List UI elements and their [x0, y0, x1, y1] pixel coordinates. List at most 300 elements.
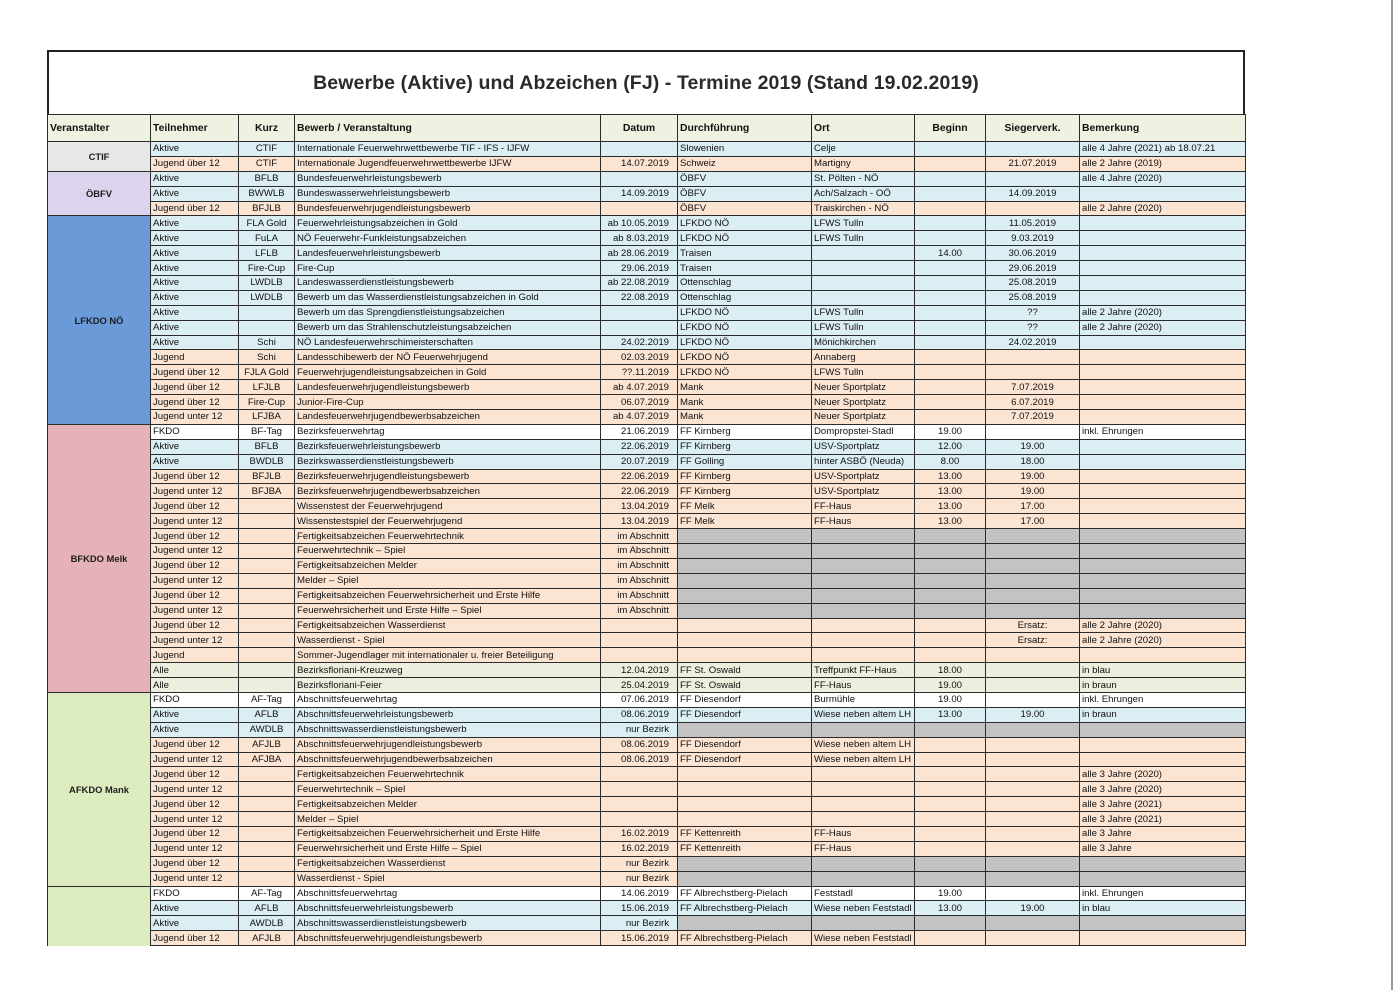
schedule-body [48, 142, 1246, 946]
siegerverk-cell: 7.07.2019 [986, 410, 1080, 425]
ort-cell [812, 797, 915, 812]
durchfuehrung-cell: LFKDO NÖ [678, 335, 812, 350]
datum-cell [601, 633, 678, 648]
durchfuehrung-cell [678, 648, 812, 663]
datum-cell: ab 4.07.2019 [601, 380, 678, 395]
kurz-cell: FLA Gold [239, 216, 295, 231]
datum-cell: 14.07.2019 [601, 156, 678, 171]
datum-cell: im Abschnitt [601, 573, 678, 588]
bewerb-cell: Wissenstest der Feuerwehrjugend [295, 499, 601, 514]
siegerverk-cell [986, 826, 1080, 841]
kurz-cell [239, 648, 295, 663]
durchfuehrung-cell: LFKDO NÖ [678, 231, 812, 246]
beginn-cell [915, 767, 986, 782]
durchfuehrung-cell [678, 916, 812, 931]
bewerb-cell: Landesfeuerwehrjugendleistungsbewerb [295, 380, 601, 395]
header-kurz: Kurz [239, 115, 295, 142]
table-row [48, 886, 1246, 901]
kurz-cell: LFJBA [239, 410, 295, 425]
teilnehmer-cell: Jugend über 12 [151, 395, 239, 410]
kurz-cell: BF-Tag [239, 424, 295, 439]
table-row [48, 439, 1246, 454]
kurz-cell [239, 678, 295, 693]
bemerkung-cell [1080, 484, 1246, 499]
ort-cell: LFWS Tulln [812, 365, 915, 380]
header-beginn: Beginn [915, 115, 986, 142]
siegerverk-cell: 24.02.2019 [986, 335, 1080, 350]
datum-cell: ab 8.03.2019 [601, 231, 678, 246]
bewerb-cell: Junior-Fire-Cup [295, 395, 601, 410]
table-row [48, 558, 1246, 573]
durchfuehrung-cell: Slowenien [678, 142, 812, 157]
beginn-cell: 19.00 [915, 678, 986, 693]
datum-cell: ab 28.06.2019 [601, 246, 678, 261]
header-teilnehmer: Teilnehmer [151, 115, 239, 142]
bewerb-cell: Fertigkeitsabzeichen Feuerwehrsicherheit und Erste Hilfe [295, 588, 601, 603]
durchfuehrung-cell: Ottenschlag [678, 276, 812, 291]
beginn-cell [915, 797, 986, 812]
ort-cell: FF-Haus [812, 514, 915, 529]
veranstalter-cell: LFKDO NÖ [48, 216, 151, 424]
durchfuehrung-cell: LFKDO NÖ [678, 320, 812, 335]
datum-cell: 14.09.2019 [601, 186, 678, 201]
bemerkung-cell [1080, 186, 1246, 201]
durchfuehrung-cell: FF Kirnberg [678, 469, 812, 484]
schedule-sheet [47, 50, 1245, 946]
teilnehmer-cell: Aktive [151, 186, 239, 201]
datum-cell: ab 22.08.2019 [601, 276, 678, 291]
siegerverk-cell [986, 916, 1080, 931]
teilnehmer-cell: Jugend unter 12 [151, 484, 239, 499]
durchfuehrung-cell: FF Kirnberg [678, 484, 812, 499]
table-row [48, 812, 1246, 827]
siegerverk-cell [986, 663, 1080, 678]
datum-cell: nur Bezirk [601, 916, 678, 931]
bewerb-cell: Fertigkeitsabzeichen Wasserdienst [295, 856, 601, 871]
kurz-cell [239, 871, 295, 886]
kurz-cell: AFJLB [239, 931, 295, 946]
bewerb-cell: Bezirksfeuerwehrjugendleistungsbewerb [295, 469, 601, 484]
kurz-cell: Fire-Cup [239, 261, 295, 276]
beginn-cell [915, 142, 986, 157]
kurz-cell: AFJBA [239, 752, 295, 767]
bewerb-cell: NÖ Landesfeuerwehrschimeisterschaften [295, 335, 601, 350]
ort-cell: USV-Sportplatz [812, 469, 915, 484]
beginn-cell [915, 261, 986, 276]
teilnehmer-cell: Jugend unter 12 [151, 573, 239, 588]
bemerkung-cell: alle 4 Jahre (2021) ab 18.07.21 [1080, 142, 1246, 157]
bewerb-cell: Abschnittsfeuerwehrleistungsbewerb [295, 707, 601, 722]
table-row [48, 678, 1246, 693]
datum-cell [601, 142, 678, 157]
table-row [48, 469, 1246, 484]
bewerb-cell: Internationale Jugendfeuerwehrwettbewerbe IJFW [295, 156, 601, 171]
datum-cell: ab 4.07.2019 [601, 410, 678, 425]
siegerverk-cell [986, 573, 1080, 588]
bewerb-cell: Landesfeuerwehrjugendbewerbsabzeichen [295, 410, 601, 425]
siegerverk-cell [986, 856, 1080, 871]
bemerkung-cell [1080, 871, 1246, 886]
table-row [48, 797, 1246, 812]
bemerkung-cell [1080, 276, 1246, 291]
durchfuehrung-cell [678, 856, 812, 871]
bewerb-cell: Bezirksfeuerwehrleistungsbewerb [295, 439, 601, 454]
bewerb-cell: NÖ Feuerwehr-Funkleistungsabzeichen [295, 231, 601, 246]
ort-cell [812, 290, 915, 305]
beginn-cell [915, 276, 986, 291]
beginn-cell [915, 186, 986, 201]
bemerkung-cell: alle 3 Jahre [1080, 841, 1246, 856]
kurz-cell [239, 797, 295, 812]
siegerverk-cell: 14.09.2019 [986, 186, 1080, 201]
ort-cell: FF-Haus [812, 678, 915, 693]
teilnehmer-cell: Alle [151, 678, 239, 693]
beginn-cell [915, 931, 986, 946]
durchfuehrung-cell [678, 618, 812, 633]
bemerkung-cell: alle 2 Jahre (2020) [1080, 305, 1246, 320]
table-row [48, 261, 1246, 276]
bewerb-cell: Fertigkeitsabzeichen Wasserdienst [295, 618, 601, 633]
siegerverk-cell [986, 544, 1080, 559]
beginn-cell: 19.00 [915, 692, 986, 707]
bewerb-cell: Feuerwehrleistungsabzeichen in Gold [295, 216, 601, 231]
table-row [48, 588, 1246, 603]
datum-cell: 15.06.2019 [601, 901, 678, 916]
bewerb-cell: Feuerwehrjugendleistungsabzeichen in Gold [295, 365, 601, 380]
bewerb-cell: Bezirksfeuerwehrtag [295, 424, 601, 439]
beginn-cell [915, 737, 986, 752]
kurz-cell: BFJLB [239, 201, 295, 216]
siegerverk-cell: 30.06.2019 [986, 246, 1080, 261]
siegerverk-cell: 7.07.2019 [986, 380, 1080, 395]
datum-cell: 08.06.2019 [601, 752, 678, 767]
teilnehmer-cell: Jugend unter 12 [151, 633, 239, 648]
siegerverk-cell [986, 797, 1080, 812]
veranstalter-cell: BFKDO Melk [48, 424, 151, 692]
kurz-cell: FuLA [239, 231, 295, 246]
datum-cell: 15.06.2019 [601, 931, 678, 946]
veranstalter-cell: AFKDO Mank [48, 692, 151, 886]
ort-cell [812, 276, 915, 291]
siegerverk-cell [986, 871, 1080, 886]
teilnehmer-cell: Jugend über 12 [151, 588, 239, 603]
teilnehmer-cell: Jugend über 12 [151, 737, 239, 752]
durchfuehrung-cell: LFKDO NÖ [678, 365, 812, 380]
teilnehmer-cell: Jugend über 12 [151, 529, 239, 544]
teilnehmer-cell: Aktive [151, 276, 239, 291]
datum-cell: 13.04.2019 [601, 514, 678, 529]
beginn-cell [915, 856, 986, 871]
kurz-cell: BWWLB [239, 186, 295, 201]
teilnehmer-cell: FKDO [151, 692, 239, 707]
siegerverk-cell: 17.00 [986, 514, 1080, 529]
ort-cell: Neuer Sportplatz [812, 395, 915, 410]
siegerverk-cell [986, 350, 1080, 365]
ort-cell [812, 633, 915, 648]
ort-cell: FF-Haus [812, 841, 915, 856]
teilnehmer-cell: Jugend über 12 [151, 156, 239, 171]
bewerb-cell: Wasserdienst - Spiel [295, 633, 601, 648]
durchfuehrung-cell [678, 603, 812, 618]
bewerb-cell: Bewerb um das Sprengdienstleistungsabzeichen [295, 305, 601, 320]
teilnehmer-cell: Aktive [151, 707, 239, 722]
datum-cell [601, 648, 678, 663]
kurz-cell [239, 558, 295, 573]
bemerkung-cell [1080, 469, 1246, 484]
durchfuehrung-cell [678, 812, 812, 827]
ort-cell: LFWS Tulln [812, 320, 915, 335]
teilnehmer-cell: Aktive [151, 722, 239, 737]
beginn-cell [915, 290, 986, 305]
bewerb-cell: Landeswasserdienstleistungsbewerb [295, 276, 601, 291]
beginn-cell [915, 648, 986, 663]
kurz-cell [239, 841, 295, 856]
datum-cell [601, 305, 678, 320]
durchfuehrung-cell: LFKDO NÖ [678, 216, 812, 231]
kurz-cell: CTIF [239, 156, 295, 171]
table-row [48, 380, 1246, 395]
schedule-table [47, 114, 1246, 946]
durchfuehrung-cell [678, 573, 812, 588]
beginn-cell [915, 871, 986, 886]
kurz-cell [239, 618, 295, 633]
beginn-cell: 19.00 [915, 886, 986, 901]
bemerkung-cell [1080, 216, 1246, 231]
bewerb-cell: Bezirksfloriani-Feier [295, 678, 601, 693]
bewerb-cell: Fertigkeitsabzeichen Feuerwehrtechnik [295, 529, 601, 544]
ort-cell: Feststadl [812, 886, 915, 901]
datum-cell: ??.11.2019 [601, 365, 678, 380]
datum-cell: 22.06.2019 [601, 439, 678, 454]
teilnehmer-cell: Jugend über 12 [151, 797, 239, 812]
siegerverk-cell: 19.00 [986, 469, 1080, 484]
table-row [48, 499, 1246, 514]
siegerverk-cell: 18.00 [986, 454, 1080, 469]
ort-cell: Wiese neben altem LH [812, 752, 915, 767]
kurz-cell [239, 663, 295, 678]
table-row [48, 618, 1246, 633]
kurz-cell: AFLB [239, 901, 295, 916]
beginn-cell: 8.00 [915, 454, 986, 469]
kurz-cell: AF-Tag [239, 692, 295, 707]
siegerverk-cell: ?? [986, 320, 1080, 335]
bewerb-cell: Feuerwehrsicherheit und Erste Hilfe – Spiel [295, 603, 601, 618]
teilnehmer-cell: Aktive [151, 320, 239, 335]
table-row [48, 931, 1246, 946]
datum-cell [601, 782, 678, 797]
durchfuehrung-cell: FF Diesendorf [678, 692, 812, 707]
teilnehmer-cell: Aktive [151, 142, 239, 157]
kurz-cell: BFLB [239, 171, 295, 186]
datum-cell [601, 618, 678, 633]
table-row [48, 737, 1246, 752]
beginn-cell [915, 618, 986, 633]
siegerverk-cell: Ersatz: [986, 633, 1080, 648]
teilnehmer-cell: Jugend über 12 [151, 201, 239, 216]
kurz-cell: LFLB [239, 246, 295, 261]
kurz-cell [239, 588, 295, 603]
siegerverk-cell [986, 603, 1080, 618]
bemerkung-cell [1080, 261, 1246, 276]
bemerkung-cell [1080, 246, 1246, 261]
bemerkung-cell [1080, 648, 1246, 663]
table-row [48, 320, 1246, 335]
teilnehmer-cell: Aktive [151, 454, 239, 469]
beginn-cell [915, 410, 986, 425]
durchfuehrung-cell: ÖBFV [678, 171, 812, 186]
ort-cell: hinter ASBÖ (Neuda) [812, 454, 915, 469]
durchfuehrung-cell: Ottenschlag [678, 290, 812, 305]
bewerb-cell: Abschnittsfeuerwehrjugendleistungsbewerb [295, 737, 601, 752]
teilnehmer-cell: Jugend unter 12 [151, 514, 239, 529]
bewerb-cell: Fire-Cup [295, 261, 601, 276]
bewerb-cell: Bundesfeuerwehrjugendleistungsbewerb [295, 201, 601, 216]
datum-cell: 22.06.2019 [601, 469, 678, 484]
teilnehmer-cell: Jugend über 12 [151, 499, 239, 514]
teilnehmer-cell: Aktive [151, 439, 239, 454]
header-row [48, 115, 1246, 142]
kurz-cell [239, 573, 295, 588]
table-row [48, 752, 1246, 767]
bewerb-cell: Abschnittsfeuerwehrtag [295, 692, 601, 707]
teilnehmer-cell: Jugend über 12 [151, 931, 239, 946]
ort-cell: LFWS Tulln [812, 216, 915, 231]
ort-cell: Annaberg [812, 350, 915, 365]
bemerkung-cell [1080, 916, 1246, 931]
bemerkung-cell: inkl. Ehrungen [1080, 886, 1246, 901]
ort-cell: USV-Sportplatz [812, 484, 915, 499]
datum-cell: im Abschnitt [601, 603, 678, 618]
table-row [48, 916, 1246, 931]
bemerkung-cell [1080, 603, 1246, 618]
datum-cell: im Abschnitt [601, 529, 678, 544]
teilnehmer-cell: Jugend [151, 350, 239, 365]
ort-cell [812, 573, 915, 588]
kurz-cell [239, 782, 295, 797]
ort-cell [812, 767, 915, 782]
datum-cell: nur Bezirk [601, 871, 678, 886]
teilnehmer-cell: Jugend über 12 [151, 469, 239, 484]
ort-cell [812, 588, 915, 603]
siegerverk-cell [986, 588, 1080, 603]
bewerb-cell: Bewerb um das Strahlenschutzleistungsabzeichen [295, 320, 601, 335]
siegerverk-cell: 21.07.2019 [986, 156, 1080, 171]
bewerb-cell: Landesschibewerb der NÖ Feuerwehrjugend [295, 350, 601, 365]
siegerverk-cell [986, 365, 1080, 380]
beginn-cell [915, 529, 986, 544]
bewerb-cell: Feuerwehrtechnik – Spiel [295, 544, 601, 559]
ort-cell: Wiese neben altem LH [812, 707, 915, 722]
datum-cell: 07.06.2019 [601, 692, 678, 707]
durchfuehrung-cell [678, 871, 812, 886]
ort-cell [812, 871, 915, 886]
bemerkung-cell [1080, 410, 1246, 425]
kurz-cell: CTIF [239, 142, 295, 157]
siegerverk-cell [986, 171, 1080, 186]
bewerb-cell: Fertigkeitsabzeichen Melder [295, 797, 601, 812]
durchfuehrung-cell: Mank [678, 410, 812, 425]
datum-cell: 12.04.2019 [601, 663, 678, 678]
teilnehmer-cell: Aktive [151, 261, 239, 276]
datum-cell: 25.04.2019 [601, 678, 678, 693]
page-title: Bewerbe (Aktive) und Abzeichen (FJ) - Termine 2019 (Stand 19.02.2019) [313, 71, 979, 94]
datum-cell: 29.06.2019 [601, 261, 678, 276]
bewerb-cell: Abschnittsfeuerwehrtag [295, 886, 601, 901]
siegerverk-cell [986, 648, 1080, 663]
bemerkung-cell: in blau [1080, 663, 1246, 678]
bemerkung-cell: in braun [1080, 707, 1246, 722]
bewerb-cell: Feuerwehrsicherheit und Erste Hilfe – Spiel [295, 841, 601, 856]
beginn-cell: 14.00 [915, 246, 986, 261]
durchfuehrung-cell: FF Kettenreith [678, 841, 812, 856]
ort-cell [812, 529, 915, 544]
beginn-cell [915, 826, 986, 841]
bemerkung-cell: alle 3 Jahre (2020) [1080, 782, 1246, 797]
durchfuehrung-cell [678, 767, 812, 782]
bemerkung-cell [1080, 290, 1246, 305]
bewerb-cell: Wissenstestspiel der Feuerwehrjugend [295, 514, 601, 529]
siegerverk-cell: 19.00 [986, 484, 1080, 499]
kurz-cell: AFJLB [239, 737, 295, 752]
table-row [48, 603, 1246, 618]
siegerverk-cell: 6.07.2019 [986, 395, 1080, 410]
siegerverk-cell: 19.00 [986, 901, 1080, 916]
durchfuehrung-cell: FF Albrechstberg-Pielach [678, 886, 812, 901]
siegerverk-cell [986, 931, 1080, 946]
kurz-cell: LWDLB [239, 276, 295, 291]
kurz-cell [239, 603, 295, 618]
siegerverk-cell [986, 529, 1080, 544]
durchfuehrung-cell: FF Diesendorf [678, 737, 812, 752]
ort-cell [812, 812, 915, 827]
bemerkung-cell: alle 2 Jahre (2019) [1080, 156, 1246, 171]
veranstalter-cell [48, 886, 151, 946]
bewerb-cell: Abschnittsfeuerwehrleistungsbewerb [295, 901, 601, 916]
bemerkung-cell [1080, 365, 1246, 380]
bemerkung-cell [1080, 454, 1246, 469]
siegerverk-cell: 19.00 [986, 707, 1080, 722]
siegerverk-cell [986, 737, 1080, 752]
table-row [48, 246, 1246, 261]
kurz-cell: Schi [239, 335, 295, 350]
datum-cell: nur Bezirk [601, 722, 678, 737]
bewerb-cell: Bezirkswasserdienstleistungsbewerb [295, 454, 601, 469]
teilnehmer-cell: Aktive [151, 901, 239, 916]
bemerkung-cell [1080, 856, 1246, 871]
table-row [48, 201, 1246, 216]
kurz-cell: AWDLB [239, 916, 295, 931]
siegerverk-cell [986, 201, 1080, 216]
kurz-cell: AFLB [239, 707, 295, 722]
durchfuehrung-cell: FF Melk [678, 499, 812, 514]
datum-cell: 22.06.2019 [601, 484, 678, 499]
teilnehmer-cell: Aktive [151, 246, 239, 261]
bewerb-cell: Abschnittsfeuerwehrjugendbewerbsabzeichen [295, 752, 601, 767]
datum-cell [601, 797, 678, 812]
bemerkung-cell [1080, 231, 1246, 246]
ort-cell [812, 648, 915, 663]
ort-cell: Neuer Sportplatz [812, 380, 915, 395]
durchfuehrung-cell: FF Golling [678, 454, 812, 469]
datum-cell: 20.07.2019 [601, 454, 678, 469]
header-veranstalter: Veranstalter [48, 115, 151, 142]
siegerverk-cell [986, 424, 1080, 439]
siegerverk-cell: 25.08.2019 [986, 290, 1080, 305]
bemerkung-cell: alle 2 Jahre (2020) [1080, 201, 1246, 216]
durchfuehrung-cell [678, 722, 812, 737]
kurz-cell [239, 320, 295, 335]
beginn-cell [915, 544, 986, 559]
